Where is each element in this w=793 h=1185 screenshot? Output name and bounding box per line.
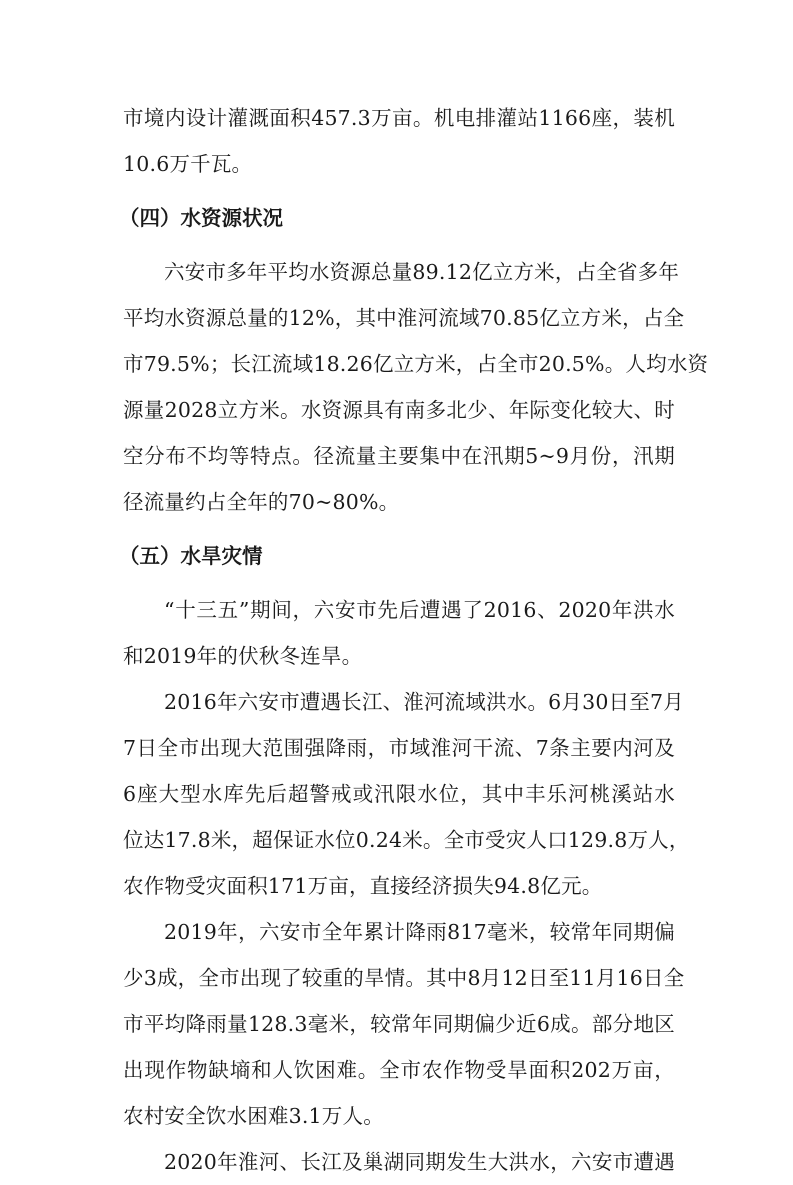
text-line: 7日全市出现大范围强降雨，市域淮河干流、7条主要内河及 — [123, 736, 675, 760]
text-line: 源量2028立方米。水资源具有南多北少、年际变化较大、时 — [123, 398, 675, 422]
text-line: 市境内设计灌溉面积457.3万亩。机电排灌站1166座，装机 — [123, 106, 675, 130]
text-line: 六安市多年平均水资源总量89.12亿立方米，占全省多年 — [164, 260, 680, 284]
text-line: 2019年，六安市全年累计降雨817毫米，较常年同期偏 — [164, 920, 675, 944]
text-line: 农作物受灾面积171万亩，直接经济损失94.8亿元。 — [123, 874, 603, 898]
flood-drought-paragraph-3 — [123, 909, 685, 1139]
text-line: 径流量约占全年的70~80%。 — [123, 490, 400, 514]
text-line: 10.6万千瓦。 — [123, 152, 253, 176]
text-line: 市平均降雨量128.3毫米，较常年同期偏少近6成。部分地区 — [123, 1012, 675, 1036]
text-line: 平均水资源总量的12%，其中淮河流域70.85亿立方米，占全 — [123, 306, 685, 330]
water-resources-paragraph — [123, 249, 709, 525]
flood-drought-paragraph-1 — [123, 587, 675, 679]
text-line: 市79.5%；长江流域18.26亿立方米，占全市20.5%。人均水资 — [123, 352, 709, 376]
document-page — [119, 95, 709, 1185]
section-heading-water-resources: （四）水资源状况 — [119, 206, 283, 230]
text-line: 2016年六安市遭遇长江、淮河流域洪水。6月30日至7月 — [164, 690, 684, 714]
flood-drought-paragraph-4 — [123, 1139, 675, 1185]
text-line: 6座大型水库先后超警戒或汛限水位，其中丰乐河桃溪站水 — [123, 782, 675, 806]
text-line: 2020年淮河、长江及巢湖同期发生大洪水，六安市遭遇 — [164, 1150, 675, 1174]
text-line: 和2019年的伏秋冬连旱。 — [123, 644, 363, 668]
text-line: 出现作物缺墒和人饮困难。全市农作物受旱面积202万亩， — [123, 1058, 675, 1082]
text-line: 位达17.8米，超保证水位0.24米。全市受灾人口129.8万人， — [123, 828, 690, 852]
text-line: “十三五”期间，六安市先后遭遇了2016、2020年洪水 — [164, 598, 675, 622]
flood-drought-paragraph-2 — [123, 679, 690, 909]
text-line: 少3成，全市出现了较重的旱情。其中8月12日至11月16日全 — [123, 966, 685, 990]
section-heading-flood-drought: （五）水旱灾情 — [119, 544, 263, 568]
text-line: 农村安全饮水困难3.1万人。 — [123, 1104, 384, 1128]
text-line: 空分布不均等特点。径流量主要集中在汛期5~9月份，汛期 — [123, 444, 675, 468]
intro-paragraph — [123, 95, 675, 187]
